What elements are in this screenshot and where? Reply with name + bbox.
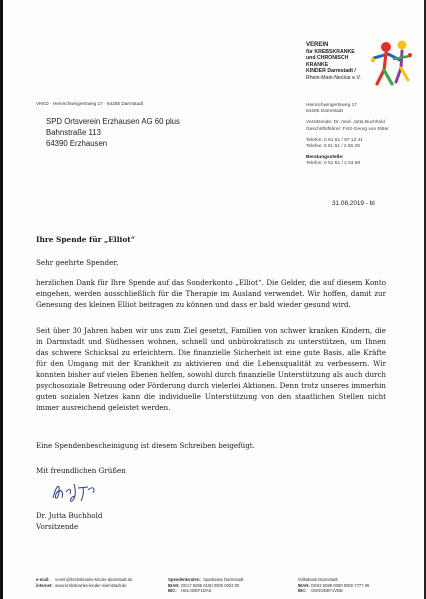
closing-phrase: Mit freundlichen Grüßen	[36, 466, 126, 475]
side-board-2: Geschäftsführer: Fritz-Georg von Ritter	[306, 126, 389, 132]
signer-block	[36, 510, 102, 532]
footer-account-2	[298, 577, 416, 594]
org-name	[306, 42, 368, 82]
recipient-address	[46, 116, 180, 149]
email-label: e-mail:	[36, 577, 50, 582]
internet-label: internet:	[36, 582, 53, 588]
internet-link[interactable]: www.krebskranke-kinder-darmstadt.de	[55, 582, 127, 588]
bic-1-label: BIC:	[168, 588, 177, 594]
side-address-1: Heinrichwingertsweg 17	[306, 103, 357, 108]
accounts-label: Spendenkonten:	[168, 577, 201, 582]
side-board-1: Vorsitzende: Dr. med. Jutta Buchhold	[306, 120, 385, 126]
side-counsel-phone: Telefon: 0 61 51 / 2 53 96	[306, 161, 361, 167]
signer-role: Vorsitzende	[36, 522, 79, 531]
org-line-4: KINDER Darmstadt /	[306, 68, 356, 75]
org-line-2: für KREBSKRANKE	[306, 48, 355, 55]
iban-2-value: DE62 5089 0000 0000 7777 06	[311, 582, 370, 588]
side-fax: Telefax: 0 61 51 / 2 56 29	[306, 144, 360, 150]
letter-subject: Ihre Spende für „Elliot“	[36, 235, 135, 244]
email-link[interactable]: verein@krebskranke-kinder-darmstadt.de	[55, 577, 133, 582]
sidebar-contact-info	[306, 103, 418, 168]
letter-date: 31.08.2019 - bl	[332, 200, 375, 207]
children-figures-logo-icon	[366, 38, 412, 94]
org-line-1: VEREIN	[306, 42, 329, 48]
letterhead-logo	[306, 42, 410, 94]
org-line-5: Rhein-Main-Neckar e.V.	[306, 74, 361, 81]
bic-2-value: GENODEF1VBD	[311, 588, 343, 594]
side-counsel-label: Beratungsstelle:	[306, 155, 344, 161]
footer-account-1	[168, 577, 298, 594]
sender-return-line: VKKD · Heinrichwingertsweg 17 · 64285 Darmstadt	[36, 101, 144, 106]
bank-1-name: Sparkasse Darmstadt	[203, 577, 244, 582]
footer-contact	[36, 577, 146, 588]
side-phone: Telefon: 0 61 51 / 97 13 41	[306, 137, 363, 143]
side-address-2: 64285 Darmstadt	[306, 109, 343, 115]
body-paragraph-2: Seit über 30 Jahren haben wir uns zum Ziel gesetzt, Familien von schwer kranken Kindern, die in Darmstadt und Südhessen wohnen, schnell und unbürokratisch zu unterstützen, um Ihnen das schwere Schicksal zu erleichtern. Die finanzielle Sicherheit ist eine gute Basis, alle Kräfte für den Umgang mit der Krankheit zu aktivieren und die Lebensqualität zu verbessern. Wir konnten bisher auf vielen Ebenen helfen, sowohl durch finanzielle Unterstützung als auch durch psychosoziale Betreuung oder Förderung durch vielerlei Aktionen. Denn trotz unseres immerhin guten sozialen Netzes kann die individuelle Unterstützung von den staatlichen Stellen nicht immer ausreichend geleistet werden.	[36, 326, 386, 412]
bank-2-name: Volksbank Darmstadt	[298, 577, 338, 582]
body-paragraph-3: Eine Spendenbescheinigung ist diesem Schreiben beigefügt.	[36, 441, 255, 450]
org-line-3: und CHRONISCH KRANKE	[306, 55, 349, 68]
recipient-line-1: SPD Ortsverein Erzhausen AG 60 plus	[46, 117, 180, 126]
body-paragraph-1: herzlichen Dank für Ihre Spende auf das Sonderkonto „Elliot“. Die Gelder, die auf diesem Konto eingehen, werden ausschließlich für die Therapie im Ausland verwendet. Wir hoffen, damit zur Genesung des kleinen Elliot beitragen zu können und dass er bald wieder gesund wird.	[36, 278, 386, 309]
handwritten-signature	[50, 478, 100, 504]
iban-2-label: IBAN:	[298, 582, 310, 588]
bic-2-label: BIC:	[298, 588, 307, 594]
bic-1-value: HELADEF1DAS	[181, 588, 212, 594]
recipient-line-2: Bahnstraße 113	[46, 128, 101, 137]
iban-1-label: IBAN:	[168, 582, 180, 588]
scan-edge-left	[0, 0, 3, 599]
signer-name: Dr. Jutta Buchhold	[36, 511, 103, 520]
recipient-line-3: 64390 Erzhausen	[46, 139, 108, 148]
iban-1-value: DE17 5085 0150 0000 0022 00	[181, 582, 240, 588]
salutation: Sehr geehrte Spender,	[36, 258, 119, 267]
